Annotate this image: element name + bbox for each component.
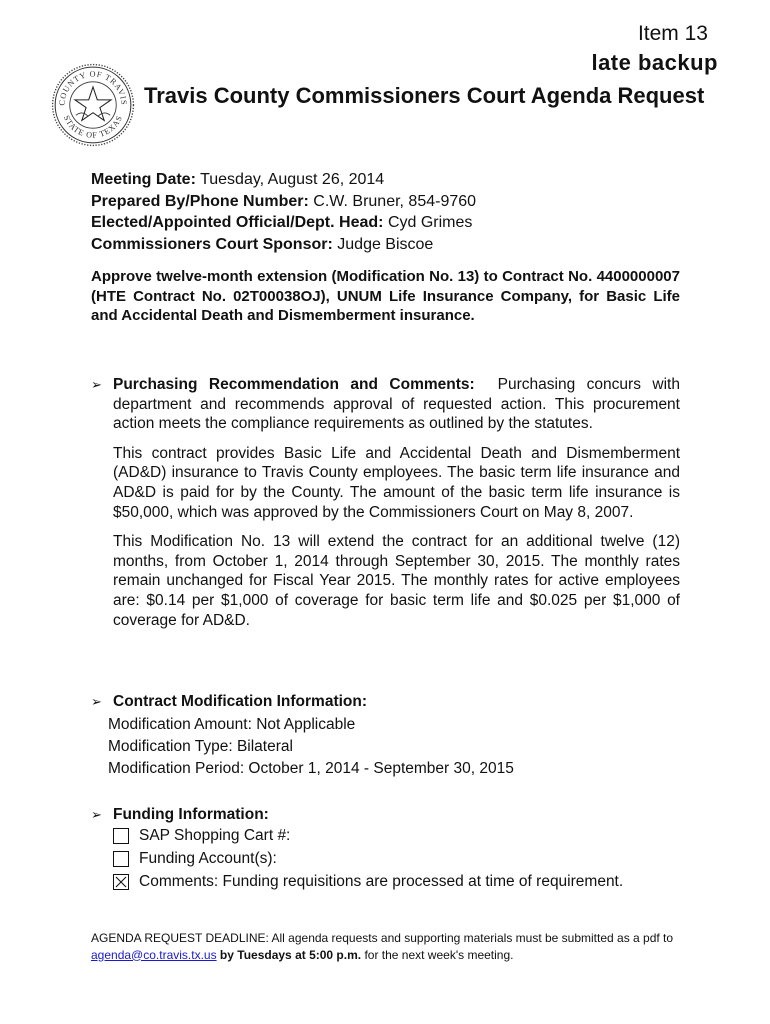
purchasing-section xyxy=(91,375,680,630)
agenda-summary: Approve twelve-month extension (Modification No. 13) to Contract No. 4400000007 (HTE Contract No. 02T00038OJ), UNUM Life Insurance Company, for Basic Life and Accidental Death and Dismemberment insurance. xyxy=(91,268,680,324)
funding-heading: Funding Information: xyxy=(113,806,269,823)
funding-item-account xyxy=(113,848,680,871)
agenda-deadline-note xyxy=(91,930,691,963)
agenda-email-link[interactable]: agenda@co.travis.tx.us xyxy=(91,947,217,962)
modification-type: Modification Type: Bilateral xyxy=(108,737,293,755)
funding-item-label: Funding Account(s): xyxy=(139,850,277,868)
deadline-time: by Tuesdays at 5:00 p.m. xyxy=(219,947,362,962)
meeting-info xyxy=(91,169,691,255)
official-row xyxy=(91,212,691,234)
meeting-date-value: Tuesday, August 26, 2014 xyxy=(200,171,385,188)
purchasing-paragraph-3: This Modification No. 13 will extend the contract for an additional twelve (12) months, from October 1, 2014 through September 30, 2015. The monthly rates remain unchanged for Fiscal Year 2015. The monthly rates for active employees are: $0.14 per $1,000 of coverage for basic term life and $0.025 per $1,000 of coverage for AD&D. xyxy=(113,533,680,629)
purchasing-paragraph-2: This contract provides Basic Life and Accidental Death and Dismemberment (AD&D) insurance to Travis County employees. The basic term life insurance and AD&D is paid for by the County. The amount of the basic term life insurance is $50,000, which was approved by the Commissioners Court on May 8, 2007. xyxy=(113,444,680,521)
arrow-bullet-icon: ➢ xyxy=(91,694,102,709)
item-number: Item 13 xyxy=(637,22,708,45)
seal-top-text: COUNTY OF TRAVIS xyxy=(57,69,129,106)
late-backup-label: late backup xyxy=(591,50,718,75)
checkbox-checked-icon[interactable] xyxy=(113,874,129,890)
arrow-bullet-icon: ➢ xyxy=(91,377,102,392)
purchasing-heading: Purchasing Recommendation and Comments: xyxy=(113,376,475,393)
funding-item-shopping-cart xyxy=(113,825,680,848)
official-label: Elected/Appointed Official/Dept. Head: xyxy=(91,214,384,231)
modification-heading: Contract Modification Information: xyxy=(113,693,368,710)
official-value: Cyd Grimes xyxy=(387,214,473,231)
prepared-by-row xyxy=(91,191,691,213)
purchasing-text: Purchasing concurs with department and recommends approval of requested action. This procurement action meets the compliance requirements as outlined by the statutes. xyxy=(113,376,680,433)
checkbox-unchecked-icon[interactable] xyxy=(113,828,129,844)
prepared-by-label: Prepared By/Phone Number: xyxy=(91,192,309,210)
funding-item-label: SAP Shopping Cart #: xyxy=(139,827,291,845)
seal-bottom-text: STATE OF TEXAS xyxy=(61,113,125,140)
sponsor-label: Commissioners Court Sponsor: xyxy=(91,235,333,253)
modification-section xyxy=(91,692,680,780)
meeting-date-label: Meeting Date: xyxy=(91,171,196,188)
checkbox-unchecked-icon[interactable] xyxy=(113,851,129,867)
page-title: Travis County Commissioners Court Agenda Request xyxy=(144,83,705,108)
modification-amount: Modification Amount: Not Applicable xyxy=(108,715,356,733)
funding-section xyxy=(91,805,680,894)
sponsor-value: Judge Biscoe xyxy=(337,235,434,253)
funding-item-label: Comments: Funding requisitions are processed at time of requirement. xyxy=(139,873,624,891)
meeting-date-row xyxy=(91,169,691,191)
deadline-tail: for the next week's meeting. xyxy=(364,947,514,962)
purchasing-paragraph-1 xyxy=(113,375,680,434)
modification-period: Modification Period: October 1, 2014 - September 30, 2015 xyxy=(108,759,514,777)
deadline-text: AGENDA REQUEST DEADLINE: All agenda requests and supporting materials must be submitted as a pdf to xyxy=(91,931,674,945)
funding-item-comments xyxy=(113,871,680,894)
sponsor-row xyxy=(91,234,691,256)
seal-star-icon xyxy=(75,87,111,121)
prepared-by-value: C.W. Bruner, 854-9760 xyxy=(313,192,477,210)
county-seal-icon xyxy=(50,62,136,148)
arrow-bullet-icon: ➢ xyxy=(91,807,102,822)
